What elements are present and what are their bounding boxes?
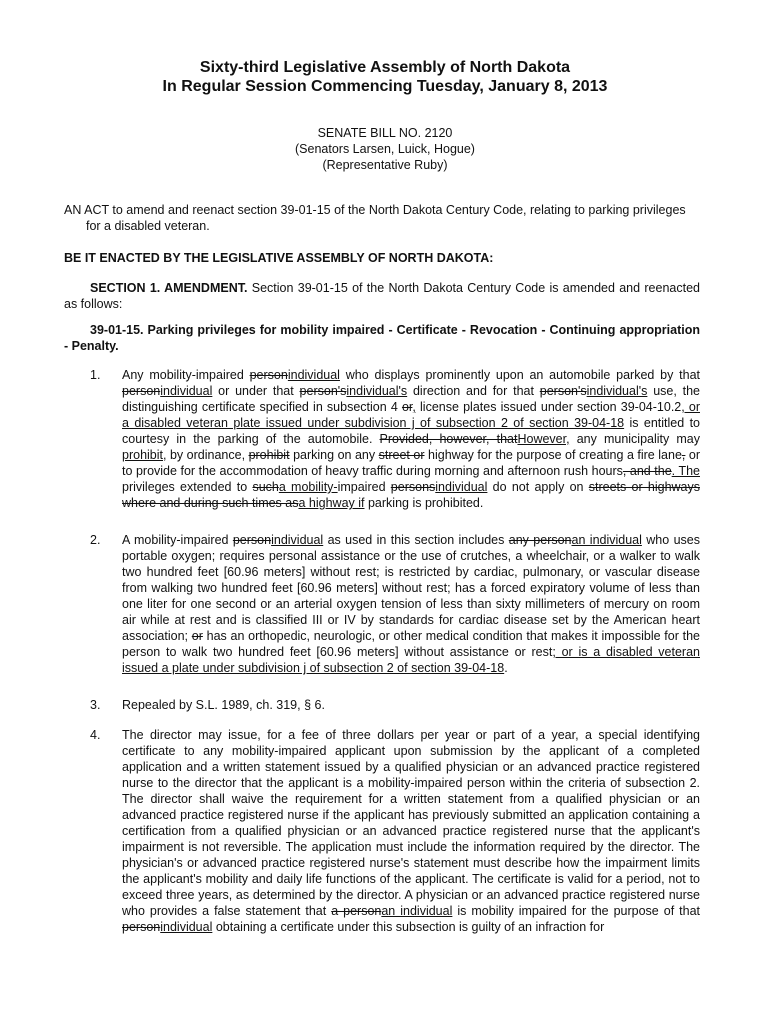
subsection-body <box>122 367 700 511</box>
text-run: license plates issued under section 39-04-10.2 <box>415 400 682 414</box>
deleted-text: street or <box>378 448 425 462</box>
deleted-text: or <box>191 629 203 643</box>
text-run: who displays prominently upon an automobile parked by that <box>339 368 700 382</box>
text-run: or under that <box>212 384 300 398</box>
text-run: direction and for that <box>407 384 540 398</box>
deleted-text: person <box>122 920 161 934</box>
text-run: parking on any <box>289 448 379 462</box>
subsection-body <box>122 727 700 935</box>
text-run: . <box>504 661 508 675</box>
inserted-text: individual's <box>586 384 648 398</box>
inserted-text: a highway if <box>298 496 365 510</box>
text-run: , by ordinance, <box>163 448 249 462</box>
text-run: The director may issue, for a fee of three dollars per year or part of a year, a special identifying certificate to any mobility-impaired applicant upon submission by the applicant of a completed application and a written statement issued by a qualified physician or an advanced practice registered nurse to the director that the applicant is a mobility-impaired person within the criteria of subsection 2. The director shall waive the requirement for a written statement from a qualified physician or an advanced practice registered nurse if the applicant has previously submitted an application containing a certification from a qualified physician or an advanced practice registered nurse that the applicant's impairment is not reversible. The application must include the information required by the director. The physician's or advanced practice registered nurse's statement must describe how the impairment limits the applicant's mobility and daily life functions of the applicant. The certificate is valid for a period, not to exceed three years, as determined by the director. A physician or an advanced practice registered nurse who provides a false statement that <box>122 728 700 918</box>
text-run: has an orthopedic, neurologic, or other medical condition that makes it impossible for the person to walk two hundred feet [60.96 meters] without assistance or rest <box>122 629 701 659</box>
text-run: or to provide for the accommodation of heavy traffic during morning and afternoon rush hours <box>122 448 701 478</box>
section-1-intro <box>64 280 700 312</box>
deleted-text: or <box>401 400 413 414</box>
deleted-text: persons <box>390 480 436 494</box>
text-run: A mobility-impaired <box>122 533 233 547</box>
text-run: is entitled to courtesy in the parking of the automobile. <box>122 416 700 446</box>
subsection-body <box>122 532 700 676</box>
enacting-clause: BE IT ENACTED BY THE LEGISLATIVE ASSEMBLY OF NORTH DAKOTA: <box>64 251 494 265</box>
deleted-text: such <box>252 480 279 494</box>
deleted-text: person <box>249 368 288 382</box>
subsection-number: 2. <box>90 533 101 547</box>
inserted-text: However, <box>517 432 570 446</box>
deleted-text: prohibit <box>248 448 290 462</box>
inserted-text: individual <box>287 368 340 382</box>
inserted-text: ; or is a disabled veteran issued a plate under subdivision j of subsection 2 of section 39-04-18 <box>122 645 700 675</box>
text-run: as used in this section includes <box>323 533 509 547</box>
section-heading: 39-01-15. Parking privileges for mobility impaired - Certificate - Revocation - Continuing appropriation - Penalty. <box>64 323 700 353</box>
subsection-number: 3. <box>90 698 101 712</box>
deleted-text: Provided, however, that <box>379 432 518 446</box>
bill-number: SENATE BILL NO. 2120 <box>317 126 453 140</box>
deleted-text: person's <box>299 384 347 398</box>
text-run: is mobility impaired for the purpose of that <box>452 904 700 918</box>
deleted-text: person <box>232 533 272 547</box>
inserted-text: individual <box>271 533 324 547</box>
text-run: parking is prohibited. <box>364 496 484 510</box>
section-1-text: Section 39-01-15 of the North Dakota Century Code is amended and reenacted as follows: <box>64 281 700 311</box>
bill-representative: (Representative Ruby) <box>322 158 448 172</box>
subsection-body <box>122 697 700 713</box>
bill-senators: (Senators Larsen, Luick, Hogue) <box>295 142 475 156</box>
inserted-text: individual <box>160 384 213 398</box>
text-run: impaired <box>337 480 391 494</box>
subsection-number: 1. <box>90 368 101 382</box>
inserted-text: a mobility- <box>278 480 338 494</box>
inserted-text: individual <box>435 480 488 494</box>
text-run: any municipality may <box>569 432 700 446</box>
inserted-text: individual <box>160 920 213 934</box>
text-run: do not apply on <box>487 480 589 494</box>
inserted-text: , <box>412 400 416 414</box>
deleted-text: streets or highways where and during such times as <box>122 480 700 510</box>
section-1-label: SECTION 1. AMENDMENT. <box>90 281 248 295</box>
inserted-text: individual's <box>346 384 408 398</box>
text-run: privileges extended to <box>122 480 253 494</box>
act-title: AN ACT to amend and reenact section 39-01-15 of the North Dakota Century Code, relating to parking privileges for a disabled veteran. <box>64 203 686 233</box>
inserted-text: prohibit <box>122 448 163 462</box>
deleted-text: , and the <box>622 464 672 478</box>
inserted-text: , or a disabled veteran plate issued under subdivision j of subsection 2 of section 39-04-18 <box>122 400 700 430</box>
deleted-text: person <box>122 384 161 398</box>
subsection-number: 4. <box>90 728 101 742</box>
assembly-title: Sixty-third Legislative Assembly of North Dakota <box>199 59 571 76</box>
text-run: highway for the purpose of creating a fire lane <box>424 448 682 462</box>
deleted-text: a person <box>331 904 382 918</box>
text-run: who uses portable oxygen; requires personal assistance or the use of crutches, a wheelchair, or a walker to walk two hundred feet [60.96 meters] without rest; is restricted by cardiac, pulmonary, or vascular disease from walking two hundred feet [60.96 meters] without rest; has a forced expiratory volume of less than one liter for one second or an arterial oxygen tension of less than sixty millimeters of mercury on room air while at rest and is classified III or IV by standards for cardiac disease set by the American heart association; <box>122 533 700 643</box>
deleted-text: , <box>681 448 686 462</box>
inserted-text: an individual <box>571 533 642 547</box>
session-title: In Regular Session Commencing Tuesday, January 8, 2013 <box>162 78 608 95</box>
deleted-text: person's <box>539 384 587 398</box>
deleted-text: any person <box>508 533 572 547</box>
text-run: Any mobility-impaired <box>122 368 250 382</box>
text-run: Repealed by S.L. 1989, ch. 319, § 6. <box>122 698 325 712</box>
inserted-text: an individual <box>381 904 453 918</box>
text-run: obtaining a certificate under this subsection is guilty of an infraction for <box>212 920 605 934</box>
inserted-text: . The <box>671 464 700 478</box>
text-run: use, the distinguishing certificate specified in subsection 4 <box>122 384 701 414</box>
